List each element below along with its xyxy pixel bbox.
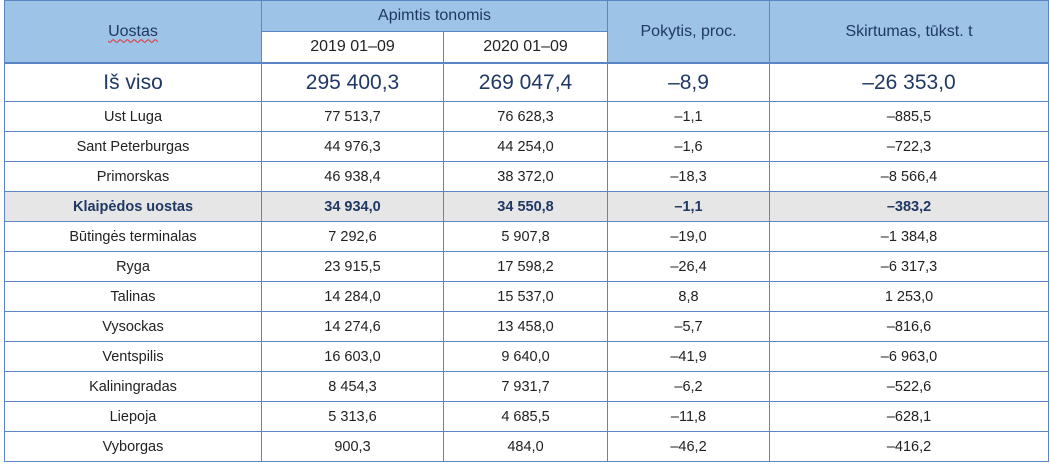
port-name: Ust Luga [5,102,262,132]
table-row [5,162,1049,192]
value-2019: 77 513,7 [262,102,444,132]
port-statistics-table [4,0,1049,462]
total-row [5,63,1049,102]
port-name: Ventspilis [5,342,262,372]
value-change: 8,8 [608,282,770,312]
total-diff: –26 353,0 [770,63,1049,102]
value-2020: 13 458,0 [444,312,608,342]
value-2020: 38 372,0 [444,162,608,192]
total-2020: 269 047,4 [444,63,608,102]
value-diff: –628,1 [770,402,1049,432]
port-name: Kaliningradas [5,372,262,402]
value-2020: 15 537,0 [444,282,608,312]
header-port-label: Uostas [108,22,158,40]
value-diff: –1 384,8 [770,222,1049,252]
port-name: Talinas [5,282,262,312]
table-row [5,402,1049,432]
table-row [5,312,1049,342]
port-name: Būtingės terminalas [5,222,262,252]
table-row [5,342,1049,372]
value-2019: 900,3 [262,432,444,462]
value-2019: 14 284,0 [262,282,444,312]
table-row [5,252,1049,282]
table-row [5,432,1049,462]
value-2019: 46 938,4 [262,162,444,192]
table-row [5,282,1049,312]
total-change: –8,9 [608,63,770,102]
value-diff: –6 317,3 [770,252,1049,282]
table-row [5,372,1049,402]
value-2020: 7 931,7 [444,372,608,402]
value-2019: 5 313,6 [262,402,444,432]
total-name: Iš viso [5,63,262,102]
port-name: Liepoja [5,402,262,432]
value-change: –18,3 [608,162,770,192]
total-2019: 295 400,3 [262,63,444,102]
value-2019: 7 292,6 [262,222,444,252]
value-change: –5,7 [608,312,770,342]
header-year-2019: 2019 01–09 [262,32,444,64]
value-2020: 9 640,0 [444,342,608,372]
table-row [5,102,1049,132]
value-change: –11,8 [608,402,770,432]
port-name: Primorskas [5,162,262,192]
value-diff: –383,2 [770,192,1049,222]
value-change: –6,2 [608,372,770,402]
header-port [5,1,262,64]
value-2020: 76 628,3 [444,102,608,132]
value-2019: 44 976,3 [262,132,444,162]
value-change: –41,9 [608,342,770,372]
value-2019: 23 915,5 [262,252,444,282]
value-2019: 8 454,3 [262,372,444,402]
table-row [5,132,1049,162]
value-diff: –522,6 [770,372,1049,402]
value-change: –1,6 [608,132,770,162]
value-2020: 5 907,8 [444,222,608,252]
port-name: Ryga [5,252,262,282]
port-name: Vyborgas [5,432,262,462]
port-name: Vysockas [5,312,262,342]
value-diff: –8 566,4 [770,162,1049,192]
value-change: –19,0 [608,222,770,252]
value-2020: 17 598,2 [444,252,608,282]
table-row-highlighted [5,192,1049,222]
value-2020: 34 550,8 [444,192,608,222]
value-2020: 44 254,0 [444,132,608,162]
value-change: –1,1 [608,102,770,132]
value-change: –26,4 [608,252,770,282]
table-row [5,222,1049,252]
header-volume: Apimtis tonomis [262,1,608,32]
value-2019: 34 934,0 [262,192,444,222]
value-change: –1,1 [608,192,770,222]
value-diff: –722,3 [770,132,1049,162]
header-diff: Skirtumas, tūkst. t [770,1,1049,64]
value-2019: 16 603,0 [262,342,444,372]
port-name: Klaipėdos uostas [5,192,262,222]
value-change: –46,2 [608,432,770,462]
value-diff: –6 963,0 [770,342,1049,372]
header-year-2020: 2020 01–09 [444,32,608,64]
value-diff: 1 253,0 [770,282,1049,312]
value-diff: –816,6 [770,312,1049,342]
header-change: Pokytis, proc. [608,1,770,64]
port-name: Sant Peterburgas [5,132,262,162]
value-diff: –416,2 [770,432,1049,462]
value-2020: 484,0 [444,432,608,462]
value-diff: –885,5 [770,102,1049,132]
value-2020: 4 685,5 [444,402,608,432]
value-2019: 14 274,6 [262,312,444,342]
